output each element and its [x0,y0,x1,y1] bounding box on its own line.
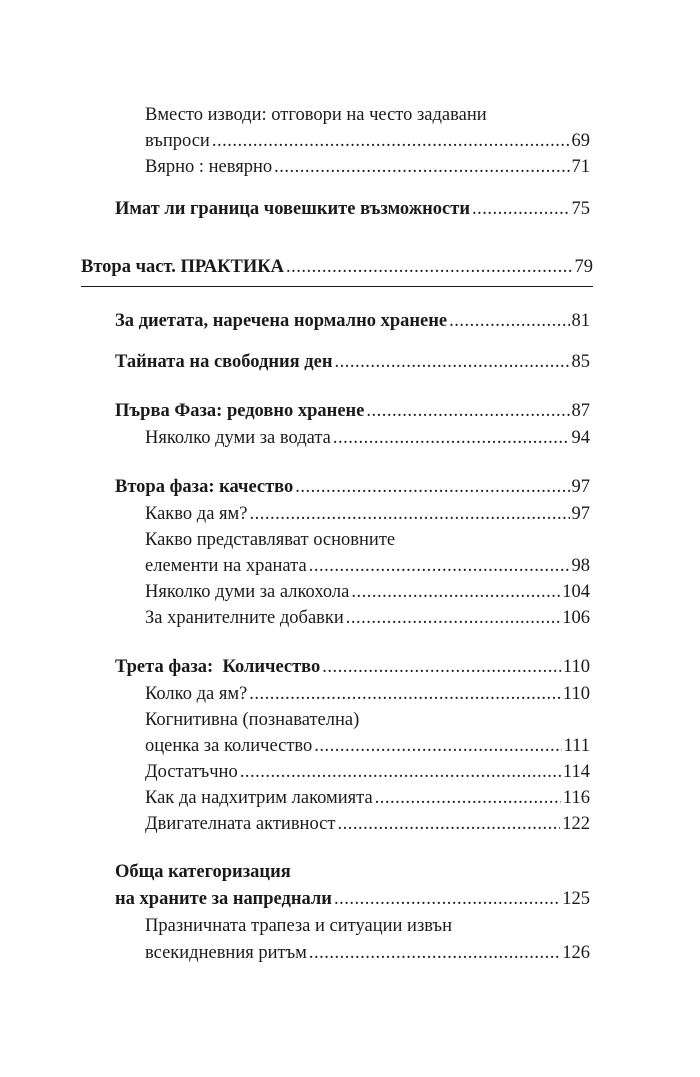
toc-entry-title: Няколко думи за алкохола [145,582,350,602]
toc-entry-page: 98 [571,556,590,576]
toc-entry-page: 79 [574,257,593,277]
dot-leader [375,786,561,810]
toc-entry-page: 85 [571,352,590,372]
toc-entry[interactable] [145,812,590,836]
toc-entry-page: 71 [571,157,590,177]
toc-entry-page: 69 [571,131,590,151]
dot-leader [449,309,569,333]
dot-leader [249,502,569,526]
toc-entry-page: 87 [571,401,590,421]
dot-leader [335,350,570,374]
toc-entry[interactable] [115,887,590,911]
toc-entry-title: Двигателната активност [145,814,336,834]
toc-entry[interactable] [145,129,590,153]
toc-entry[interactable] [145,426,590,450]
dot-leader [295,475,569,499]
dot-leader [240,760,561,784]
dot-leader [472,197,569,221]
toc-entry-title: на храните за напреднали [115,889,332,909]
toc-entry-title: всекидневния ритъм [145,943,307,963]
toc-entry-page: 110 [562,684,590,704]
toc-entry[interactable] [145,941,590,965]
toc-entry-title: Имат ли граница човешките възможности [115,199,471,219]
toc-entry-title: Достатъчно [145,762,238,782]
toc-entry-title: За диетата, наречена нормално хранене [115,311,448,331]
toc-entry-page: 104 [562,582,590,602]
toc-entry[interactable] [145,606,590,630]
section-divider [81,286,593,287]
toc-entry-page: 81 [571,311,590,331]
toc-entry-title: Тайната на свободния ден [115,352,333,372]
toc-entry-title: Как да надхитрим лакомията [145,788,373,808]
toc-entry[interactable] [145,155,590,179]
toc-entry-title: Обща категоризация [115,862,291,882]
dot-leader [346,606,560,630]
dot-leader [309,941,560,965]
toc-entry [145,708,359,732]
toc-entry-title: Какво представляват основните [145,530,396,550]
toc-entry-title: Какво да ям? [145,504,248,524]
toc-entry-page: 125 [562,889,590,909]
dot-leader [334,887,560,911]
toc-entry[interactable] [115,350,590,374]
toc-entry-page: 97 [571,477,590,497]
dot-leader [333,426,570,450]
toc-entry[interactable] [145,682,590,706]
toc-entry [145,914,452,938]
toc-entry-title: Трета фаза: Количество [115,657,321,677]
toc-entry[interactable] [145,786,590,810]
dot-leader [249,682,561,706]
dot-leader [274,155,569,179]
toc-entry[interactable] [115,655,590,679]
toc-entry-page: 114 [562,762,590,782]
dot-leader [314,734,561,758]
dot-leader [309,554,570,578]
toc-entry-title: оценка за количество [145,736,313,756]
toc-entry-page: 106 [562,608,590,628]
toc-entry-page: 126 [562,943,590,963]
toc-entry[interactable] [145,760,590,784]
toc-entry-title: Празничната трапеза и ситуации извън [145,916,452,936]
dot-leader [322,655,561,679]
dot-leader [286,255,572,279]
toc-entry-title: въпроси [145,131,210,151]
toc-entry-page: 111 [563,736,590,756]
toc-entry-page: 110 [562,657,590,677]
toc-entry-title: Втора част. ПРАКТИКА [81,257,285,277]
toc-entry-page: 75 [571,199,590,219]
toc-part-heading[interactable] [81,255,593,279]
toc-entry-page: 97 [571,504,590,524]
toc-entry[interactable] [145,502,590,526]
toc-entry-page: 116 [562,788,590,808]
toc-entry-title: Първа Фаза: редовно хранене [115,401,365,421]
dot-leader [366,399,569,423]
toc-entry[interactable] [115,475,590,499]
toc-entry-title: За хранителните добавки [145,608,344,628]
toc-entry-title: Колко да ям? [145,684,248,704]
toc-entry[interactable] [115,309,590,333]
toc-entry-title: Няколко думи за водата [145,428,331,448]
dot-leader [337,812,560,836]
toc-entry-page: 122 [562,814,590,834]
toc-entry [115,860,291,884]
toc-entry[interactable] [145,554,590,578]
toc-entry-page: 94 [571,428,590,448]
toc-entry [145,103,487,127]
toc-entry-title: Вярно : невярно [145,157,273,177]
toc-entry-title: елементи на храната [145,556,307,576]
toc-entry[interactable] [145,580,590,604]
toc-entry[interactable] [115,399,590,423]
dot-leader [212,129,570,153]
toc-entry-title: Втора фаза: качество [115,477,294,497]
toc-entry[interactable] [115,197,590,221]
dot-leader [351,580,560,604]
toc-entry[interactable] [145,734,590,758]
toc-entry [145,528,395,552]
toc-entry-title: Когнитивна (познавателна) [145,710,360,730]
toc-entry-title: Вместо изводи: отговори на често задавани [145,105,487,125]
